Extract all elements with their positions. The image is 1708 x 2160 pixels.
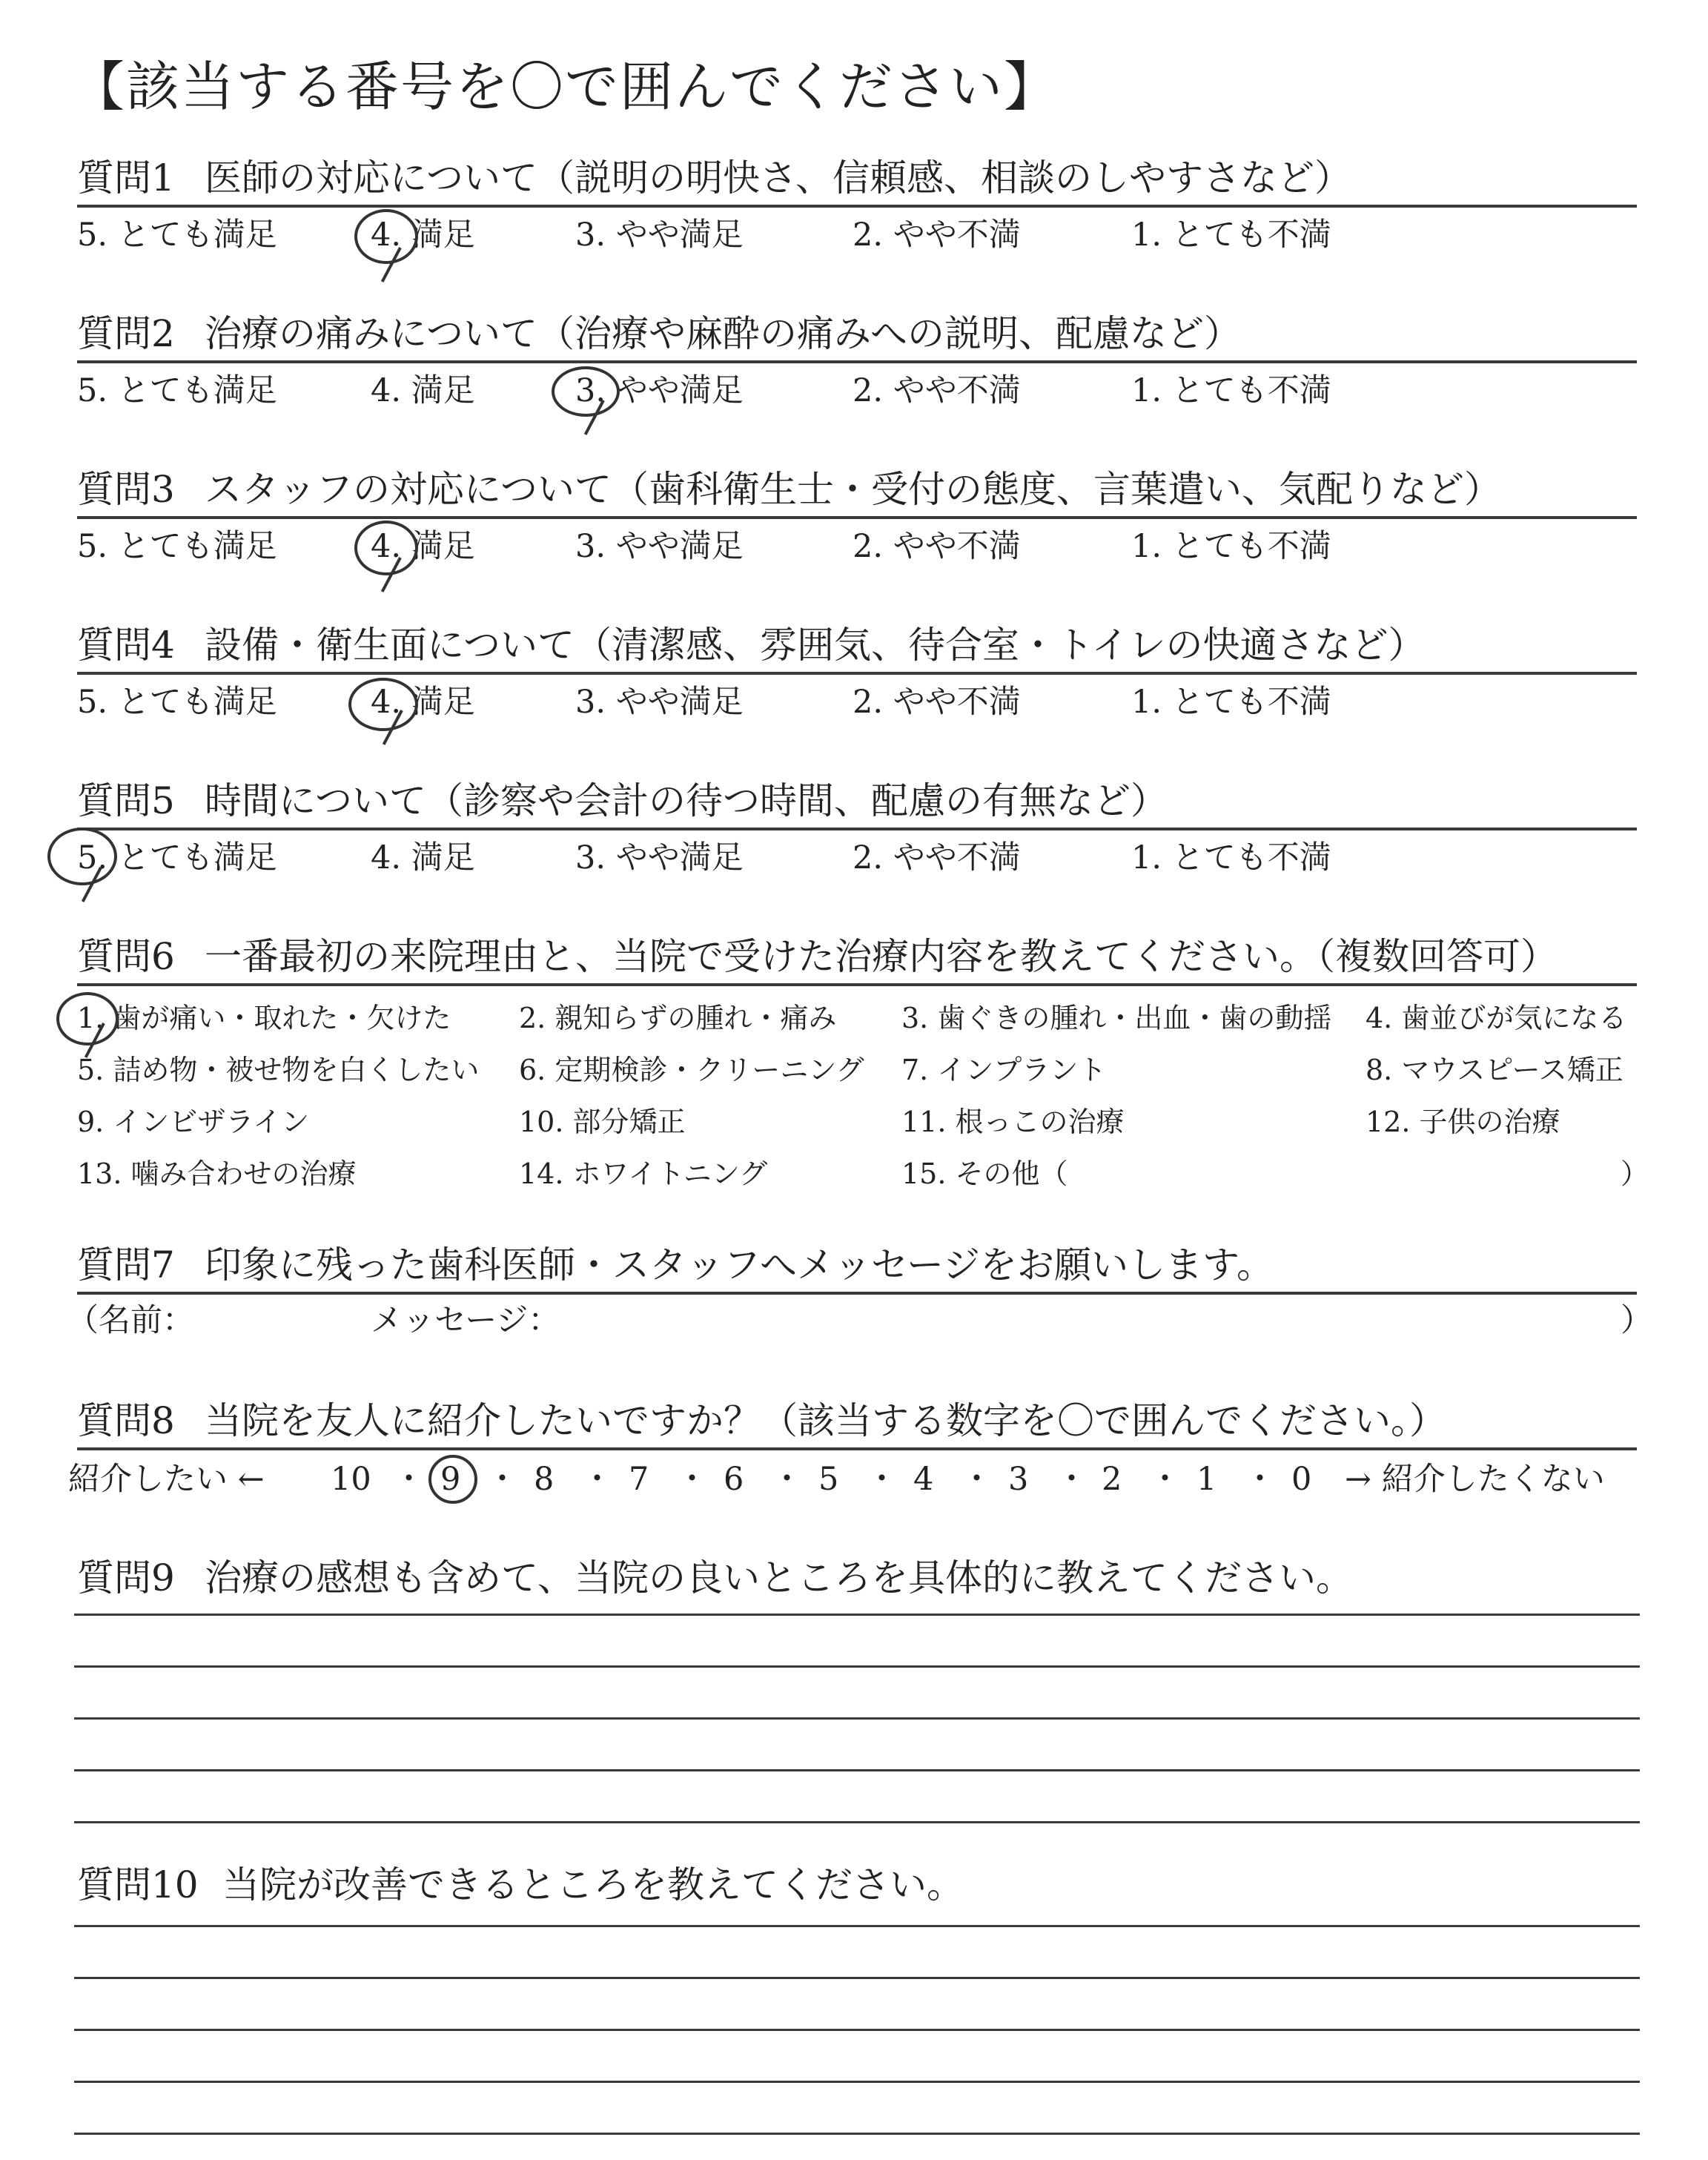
q1-option-5[interactable]: 5. とても満足 xyxy=(77,217,277,254)
q4-option-2[interactable]: 2. やや不満 xyxy=(853,684,1021,721)
q7-name-label: （名前： xyxy=(67,1302,194,1339)
q8-separator: ・ xyxy=(676,1461,708,1498)
q1-option-3[interactable]: 3. やや満足 xyxy=(575,217,744,254)
q6-option-2[interactable]: 2. 親知らずの腫れ・痛み xyxy=(519,1002,837,1034)
form-title: 【該当する番号を〇で囲んでください】 xyxy=(71,56,1059,118)
question-8-number: 質問8 xyxy=(77,1399,175,1442)
q6-option-10[interactable]: 10. 部分矯正 xyxy=(519,1106,686,1138)
q6-option-14[interactable]: 14. ホワイトニング xyxy=(519,1157,768,1190)
q4-option-5[interactable]: 5. とても満足 xyxy=(77,684,277,721)
q8-score-9[interactable]: 9 xyxy=(440,1461,461,1498)
question-1-heading xyxy=(77,156,1637,208)
question-10-heading xyxy=(77,1863,1637,1912)
q8-left-label: 紹介したい ← xyxy=(68,1461,265,1498)
question-3-heading xyxy=(77,467,1637,519)
question-2-heading xyxy=(77,311,1637,363)
question-3-text: スタッフの対応について（歯科衛生士・受付の態度、言葉遣い、気配りなど） xyxy=(205,468,1501,511)
q8-separator: ・ xyxy=(1056,1461,1088,1498)
question-1-text: 医師の対応について（説明の明快さ、信頼感、相談のしやすさなど） xyxy=(205,156,1351,199)
q9-answer-line[interactable] xyxy=(74,1821,1640,1823)
question-7-heading xyxy=(77,1243,1637,1295)
question-2-text: 治療の痛みについて（治療や麻酔の痛みへの説明、配慮など） xyxy=(205,312,1241,355)
q3-option-3[interactable]: 3. やや満足 xyxy=(575,528,744,565)
q9-answer-line[interactable] xyxy=(74,1769,1640,1771)
q7-message-label: メッセージ： xyxy=(371,1302,560,1339)
q8-score-7[interactable]: 7 xyxy=(629,1461,649,1498)
question-5-text: 時間について（診察や会計の待つ時間、配慮の有無など） xyxy=(205,779,1168,822)
question-8-text: 当院を友人に紹介したいですか？（該当する数字を〇で囲んでください。） xyxy=(205,1399,1446,1442)
q8-score-10[interactable]: 10 xyxy=(331,1461,371,1498)
q2-option-5[interactable]: 5. とても満足 xyxy=(77,372,277,409)
q8-score-4[interactable]: 4 xyxy=(913,1461,934,1498)
q8-separator: ・ xyxy=(771,1461,803,1498)
q10-answer-line[interactable] xyxy=(74,1977,1640,1979)
q10-answer-line[interactable] xyxy=(74,2133,1640,2135)
q1-option-1[interactable]: 1. とても不満 xyxy=(1131,217,1331,254)
q8-separator: ・ xyxy=(581,1461,613,1498)
q6-option-7[interactable]: 7. インプラント xyxy=(901,1054,1107,1086)
q6-option-12[interactable]: 12. 子供の治療 xyxy=(1366,1106,1560,1138)
q2-option-1[interactable]: 1. とても不満 xyxy=(1131,372,1331,409)
question-4-heading xyxy=(77,623,1637,675)
q8-score-3[interactable]: 3 xyxy=(1008,1461,1029,1498)
question-1-number: 質問1 xyxy=(77,156,175,199)
q4-option-1[interactable]: 1. とても不満 xyxy=(1131,684,1331,721)
q1-option-2[interactable]: 2. やや不満 xyxy=(853,217,1021,254)
question-6-number: 質問6 xyxy=(77,935,175,978)
q8-separator: ・ xyxy=(1244,1461,1276,1498)
q3-option-2[interactable]: 2. やや不満 xyxy=(853,528,1021,565)
q10-answer-line[interactable] xyxy=(74,1925,1640,1927)
q8-score-8[interactable]: 8 xyxy=(534,1461,555,1498)
q8-separator: ・ xyxy=(1149,1461,1181,1498)
q8-score-5[interactable]: 5 xyxy=(818,1461,839,1498)
q9-answer-line[interactable] xyxy=(74,1665,1640,1668)
q8-separator: ・ xyxy=(393,1461,425,1498)
q6-option-15[interactable]: 15. その他（ xyxy=(901,1157,1068,1190)
q9-answer-line[interactable] xyxy=(74,1614,1640,1616)
q5-option-2[interactable]: 2. やや不満 xyxy=(853,839,1021,876)
q6-other-close-paren: ） xyxy=(1621,1157,1649,1190)
q8-right-label: → 紹介したくない xyxy=(1345,1461,1605,1498)
q6-option-11[interactable]: 11. 根っこの治療 xyxy=(901,1106,1125,1138)
q2-option-4[interactable]: 4. 満足 xyxy=(371,372,475,409)
q8-separator: ・ xyxy=(486,1461,518,1498)
q7-close-paren: ） xyxy=(1621,1302,1652,1339)
question-5-number: 質問5 xyxy=(77,779,175,822)
q3-option-1[interactable]: 1. とても不満 xyxy=(1131,528,1331,565)
question-9-heading xyxy=(77,1556,1637,1605)
question-4-text: 設備・衛生面について（清潔感、雰囲気、待合室・トイレの快適さなど） xyxy=(205,624,1426,667)
q2-option-3[interactable]: 3. やや満足 xyxy=(575,372,744,409)
q6-option-4[interactable]: 4. 歯並びが気になる xyxy=(1366,1002,1627,1034)
q5-option-1[interactable]: 1. とても不満 xyxy=(1131,839,1331,876)
q6-option-5[interactable]: 5. 詰め物・被せ物を白くしたい xyxy=(77,1054,480,1086)
question-3-number: 質問3 xyxy=(77,468,175,511)
question-7-number: 質問7 xyxy=(77,1244,175,1287)
q2-option-2[interactable]: 2. やや不満 xyxy=(853,372,1021,409)
q8-score-2[interactable]: 2 xyxy=(1102,1461,1122,1498)
question-8-heading xyxy=(77,1398,1637,1450)
question-6-heading xyxy=(77,934,1637,986)
question-10-number: 質問10 xyxy=(77,1863,199,1906)
q5-option-5[interactable]: 5. とても満足 xyxy=(77,839,277,876)
question-10-text: 当院が改善できるところを教えてください。 xyxy=(222,1863,964,1906)
q6-option-8[interactable]: 8. マウスピース矯正 xyxy=(1366,1054,1623,1086)
q6-option-9[interactable]: 9. インビザライン xyxy=(77,1106,310,1138)
question-5-heading xyxy=(77,779,1637,830)
q8-score-1[interactable]: 1 xyxy=(1196,1461,1217,1498)
q6-option-3[interactable]: 3. 歯ぐきの腫れ・出血・歯の動揺 xyxy=(901,1002,1332,1034)
question-9-number: 質問9 xyxy=(77,1556,175,1599)
q8-score-6[interactable]: 6 xyxy=(724,1461,744,1498)
question-4-number: 質問4 xyxy=(77,624,175,667)
q5-option-4[interactable]: 4. 満足 xyxy=(371,839,475,876)
q1-option-4[interactable]: 4. 満足 xyxy=(371,217,475,254)
q10-answer-line[interactable] xyxy=(74,2081,1640,2083)
q10-answer-line[interactable] xyxy=(74,2029,1640,2031)
q6-option-1[interactable]: 1. 歯が痛い・取れた・欠けた xyxy=(77,1002,451,1034)
q6-option-13[interactable]: 13. 噛み合わせの治療 xyxy=(77,1157,357,1190)
q4-option-3[interactable]: 3. やや満足 xyxy=(575,684,744,721)
q4-option-4[interactable]: 4. 満足 xyxy=(371,684,475,721)
q6-option-6[interactable]: 6. 定期検診・クリーニング xyxy=(519,1054,864,1086)
question-2-number: 質問2 xyxy=(77,312,175,355)
q9-answer-line[interactable] xyxy=(74,1717,1640,1720)
question-6-text: 一番最初の来院理由と、当院で受けた治療内容を教えてください。（複数回答可） xyxy=(205,935,1558,978)
q8-score-0[interactable]: 0 xyxy=(1291,1461,1312,1498)
q5-option-3[interactable]: 3. やや満足 xyxy=(575,839,744,876)
q3-option-5[interactable]: 5. とても満足 xyxy=(77,528,277,565)
q8-separator: ・ xyxy=(961,1461,993,1498)
question-7-text: 印象に残った歯科医師・スタッフへメッセージをお願いします。 xyxy=(205,1244,1274,1287)
q3-option-4[interactable]: 4. 満足 xyxy=(371,528,475,565)
q8-separator: ・ xyxy=(866,1461,898,1498)
question-9-text: 治療の感想も含めて、当院の良いところを具体的に教えてください。 xyxy=(205,1556,1353,1599)
